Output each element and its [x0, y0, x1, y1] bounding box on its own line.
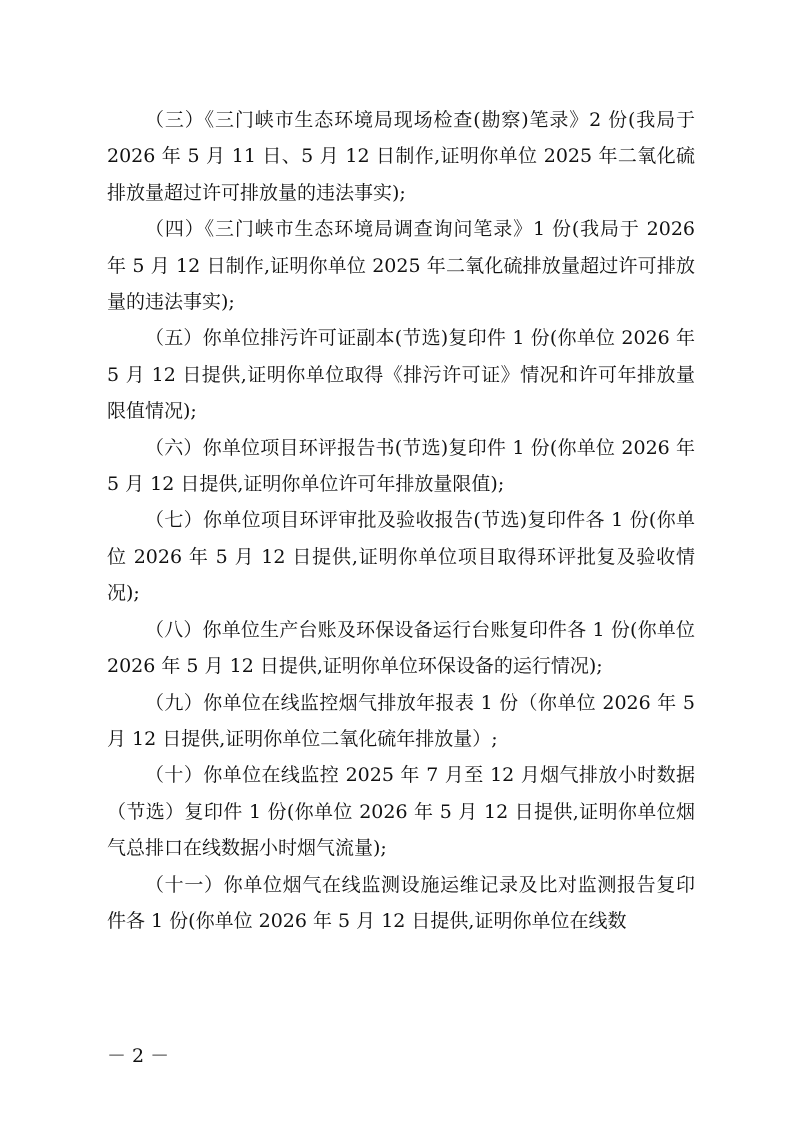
- evidence-item-9: （九）你单位在线监控烟气排放年报表 1 份（你单位 2026 年 5 月 12 日提供,证明你单位二氧化硫年排放量）;: [107, 691, 695, 750]
- document-body: [107, 102, 695, 939]
- evidence-item-11: （十一）你单位烟气在线监测设施运维记录及比对监测报告复印件各 1 份(你单位 2026 年 5 月 12 日提供,证明你单位在线数: [107, 873, 695, 932]
- evidence-item-8: （八）你单位生产台账及环保设备运行台账复印件各 1 份(你单位 2026 年 5 月 12 日提供,证明你单位环保设备的运行情况);: [107, 618, 695, 678]
- evidence-item-10: （十）你单位在线监控 2025 年 7 月至 12 月烟气排放小时数据（节选）复印件 1 份(你单位 2026 年 5 月 12 日提供,证明你单位烟气总排口在线数据小时烟气流量);: [107, 764, 695, 860]
- page-number: － 2 －: [107, 1045, 170, 1067]
- evidence-item-3: （三）《三门峡市生态环境局现场检查(勘察)笔录》2 份(我局于 2026 年 5 月 11 日、5 月 12 日制作,证明你单位 2025 年二氧化硫排放量超过许可排放量的违法事实);: [107, 109, 695, 204]
- evidence-item-4: （四）《三门峡市生态环境局调查询问笔录》1 份(我局于 2026 年 5 月 12 日制作,证明你单位 2025 年二氧化硫排放量超过许可排放量的违法事实);: [107, 218, 695, 314]
- evidence-item-5: （五）你单位排污许可证副本(节选)复印件 1 份(你单位 2026 年 5 月 12 日提供,证明你单位取得《排污许可证》情况和许可年排放量限值情况);: [107, 327, 695, 423]
- evidence-item-6: （六）你单位项目环评报告书(节选)复印件 1 份(你单位 2026 年 5 月 12 日提供,证明你单位许可年排放量限值);: [107, 436, 695, 496]
- evidence-item-7: （七）你单位项目环评审批及验收报告(节选)复印件各 1 份(你单位 2026 年 5 月 12 日提供,证明你单位项目取得环评批复及验收情况);: [107, 509, 695, 605]
